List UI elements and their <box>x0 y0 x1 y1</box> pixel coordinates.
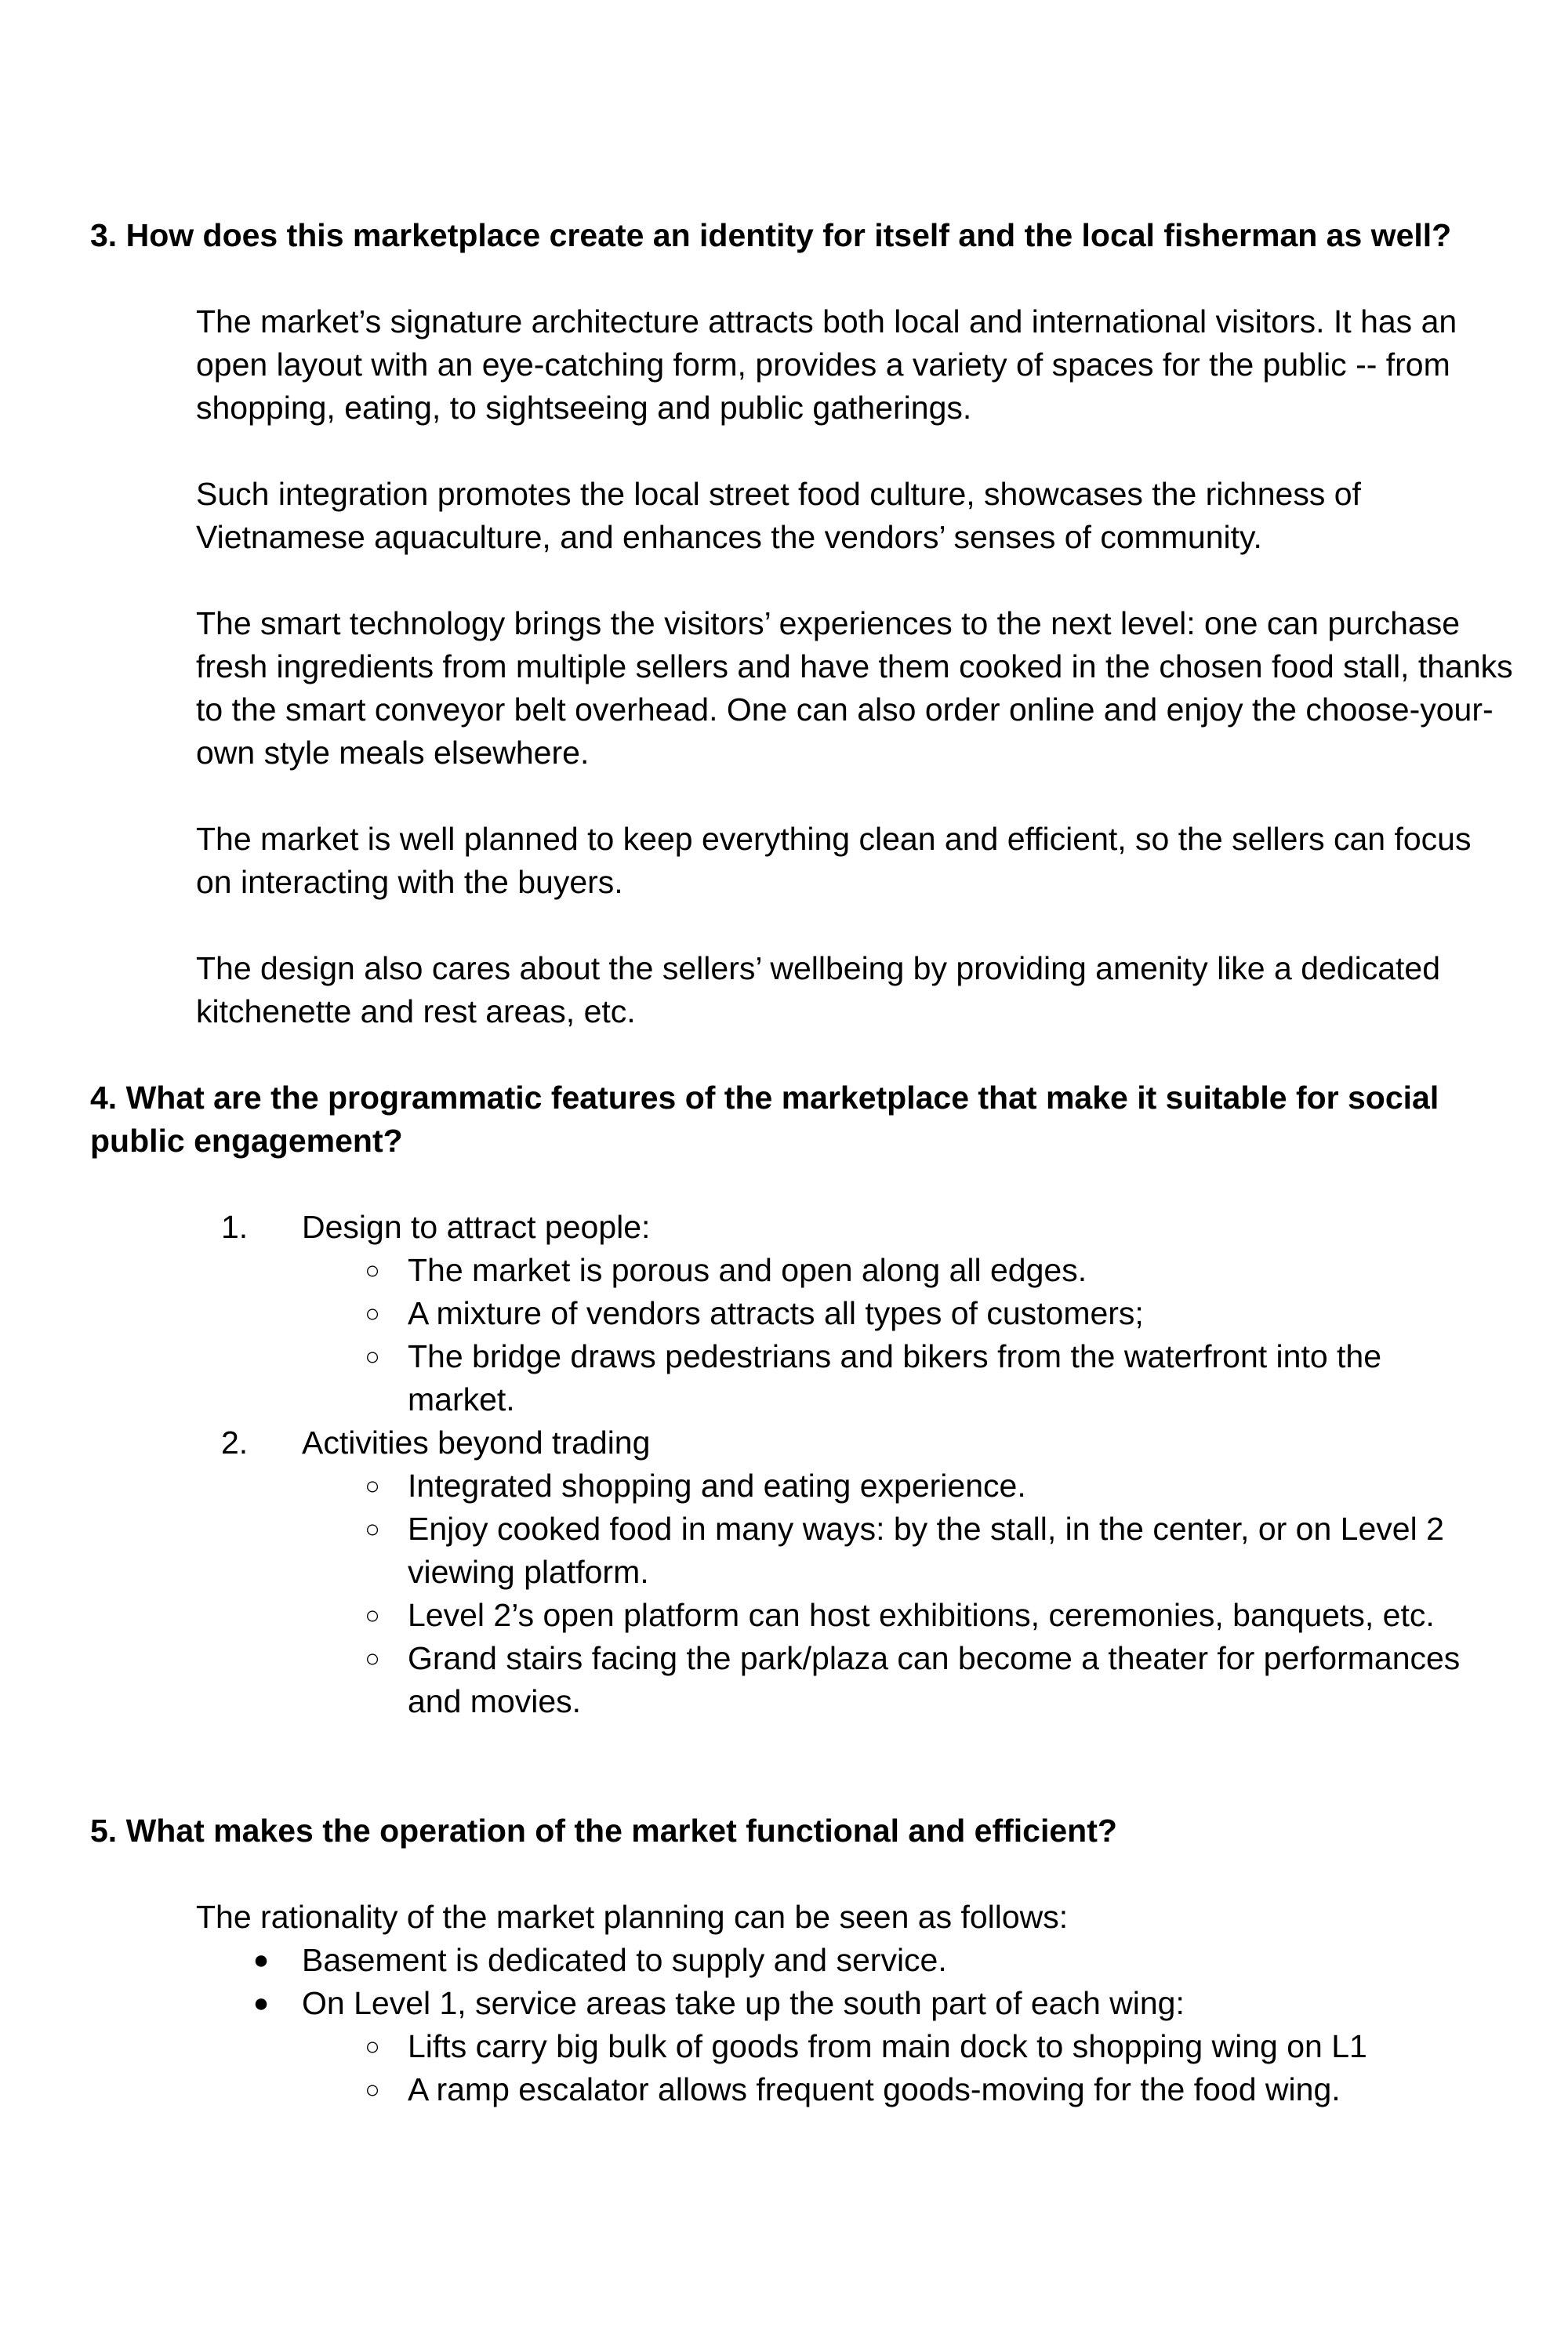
sub-list-item: Integrated shopping and eating experience. <box>408 1468 1026 1504</box>
sub-list-item: Enjoy cooked food in many ways: by the stall, in the center, or on Level 2 viewing platform. <box>408 1511 1444 1590</box>
sub-list-item: Grand stairs facing the park/plaza can become a theater for performances and movies. <box>408 1640 1461 1719</box>
sub-list-item: The bridge draws pedestrians and bikers from the waterfront into the market. <box>408 1338 1382 1417</box>
section-3-heading: 3. How does this marketplace create an identity for itself and the local fisherman as well? <box>90 217 1452 253</box>
sub-bullet-icon: ○ <box>365 1644 380 1672</box>
section-3-paragraph: The smart technology brings the visitors’ experiences to the next level: one can purchase fresh ingredients from multiple sellers and have them cooked in the chosen food stall, thanks to the smart conveyor belt overhead. One can also order online and enjoy the choose-your-own style meals elsewhere. <box>196 605 1513 771</box>
section-5-heading: 5. What makes the operation of the market functional and efficient? <box>90 1813 1117 1849</box>
sub-bullet-item: Lifts carry big bulk of goods from main dock to shopping wing on L1 <box>408 2028 1367 2064</box>
sub-bullet-icon: ○ <box>365 2075 380 2103</box>
list-number: 1. <box>221 1209 249 1245</box>
sub-list-item: A mixture of vendors attracts all types of customers; <box>408 1295 1144 1331</box>
sub-bullet-icon: ○ <box>365 1299 380 1327</box>
bullet-item: On Level 1, service areas take up the south part of each wing: <box>302 1985 1185 2021</box>
list-item: Activities beyond trading <box>302 1425 651 1461</box>
section-5-intro: The rationality of the market planning can be seen as follows: <box>196 1899 1069 1935</box>
section-4-heading: 4. What are the programmatic features of the marketplace that make it suitable for social public engagement? <box>90 1080 1439 1159</box>
sub-bullet-icon: ○ <box>365 2032 380 2060</box>
sub-list-item: The market is porous and open along all edges. <box>408 1252 1087 1288</box>
bullet-icon: ● <box>252 1988 270 2018</box>
sub-bullet-icon: ○ <box>365 1601 380 1629</box>
list-number: 2. <box>221 1425 249 1461</box>
section-3-paragraph: Such integration promotes the local street food culture, showcases the richness of Vietnamese aquaculture, and enhances the vendors’ senses of community. <box>196 476 1361 555</box>
sub-bullet-icon: ○ <box>365 1515 380 1543</box>
sub-bullet-icon: ○ <box>365 1472 380 1500</box>
sub-bullet-item: A ramp escalator allows frequent goods-moving for the food wing. <box>408 2071 1341 2107</box>
sub-bullet-icon: ○ <box>365 1256 380 1284</box>
sub-list-item: Level 2’s open platform can host exhibitions, ceremonies, banquets, etc. <box>408 1597 1435 1633</box>
sub-bullet-icon: ○ <box>365 1342 380 1370</box>
section-3-paragraph: The market is well planned to keep everything clean and efficient, so the sellers can focus on interacting with the buyers. <box>196 821 1472 900</box>
section-3-paragraph: The design also cares about the sellers’ wellbeing by providing amenity like a dedicated kitchenette and rest areas, etc. <box>196 950 1441 1029</box>
section-3-paragraph: The market’s signature architecture attracts both local and international visitors. It has an open layout with an eye-catching form, provides a variety of spaces for the public -- from shopping, eating, to sightseeing and public gatherings. <box>196 303 1457 426</box>
list-item: Design to attract people: <box>302 1209 651 1245</box>
bullet-item: Basement is dedicated to supply and service. <box>302 1942 947 1978</box>
bullet-icon: ● <box>252 1945 270 1975</box>
